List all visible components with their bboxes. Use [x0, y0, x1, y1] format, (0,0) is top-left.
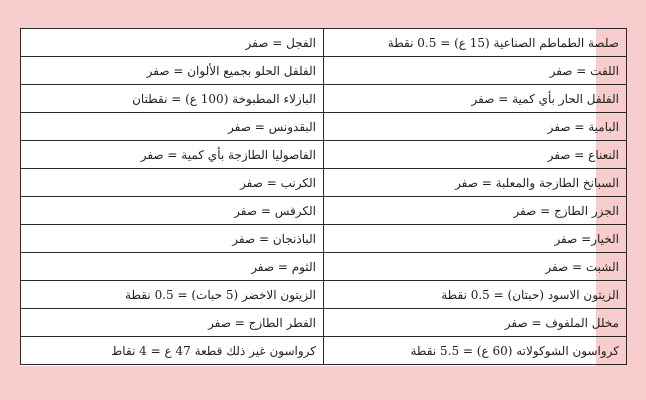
food-item-cell: الفطر الطازج = صفر [21, 309, 324, 337]
table-body [21, 29, 627, 365]
food-item-cell: الجزر الطازج = صفر [324, 197, 627, 225]
food-item-cell: الزيتون الاخضر (5 حبات) = 0.5 نقطة [21, 281, 324, 309]
food-item-cell: الفلفل الحار بأي كمية = صفر [324, 85, 627, 113]
food-item-cell: البامية = صفر [324, 113, 627, 141]
food-item-cell: كرواسون الشوكولاته (60 ع) = 5.5 نقطة [324, 337, 627, 365]
food-item-cell: الزيتون الاسود (حبتان) = 0.5 نقطة [324, 281, 627, 309]
table-row [21, 113, 627, 141]
food-item-cell: النعناع = صفر [324, 141, 627, 169]
table-row [21, 57, 627, 85]
table-row [21, 309, 627, 337]
table-row [21, 281, 627, 309]
food-points-table [20, 28, 627, 365]
food-item-cell: الشبت = صفر [324, 253, 627, 281]
food-item-cell: صلصة الطماطم الصناعية (15 ع) = 0.5 نقطة [324, 29, 627, 57]
table-row [21, 337, 627, 365]
points-sheet [20, 28, 619, 366]
table-row [21, 197, 627, 225]
table-row [21, 141, 627, 169]
food-item-cell: الباذنجان = صفر [21, 225, 324, 253]
food-item-cell: الثوم = صفر [21, 253, 324, 281]
food-item-cell: البازلاء المطبوخة (100 ع) = نقطتان [21, 85, 324, 113]
food-item-cell: الفاصوليا الطازجة بأي كمية = صفر [21, 141, 324, 169]
food-item-cell: الكرفس = صفر [21, 197, 324, 225]
table-row [21, 253, 627, 281]
food-item-cell: الفلفل الحلو بجميع الألوان = صفر [21, 57, 324, 85]
food-item-cell: البقدونس = صفر [21, 113, 324, 141]
food-item-cell: الخيار= صفر [324, 225, 627, 253]
table-row [21, 85, 627, 113]
food-item-cell: الكرنب = صفر [21, 169, 324, 197]
table-row [21, 225, 627, 253]
table-row [21, 29, 627, 57]
food-item-cell: الفجل = صفر [21, 29, 324, 57]
food-item-cell: كرواسون غير ذلك قطعة 47 ع = 4 نقاط [21, 337, 324, 365]
food-item-cell: اللفت = صفر [324, 57, 627, 85]
food-item-cell: مخلل الملفوف = صفر [324, 309, 627, 337]
table-row [21, 169, 627, 197]
food-item-cell: السبانخ الطازجة والمعلبة = صفر [324, 169, 627, 197]
